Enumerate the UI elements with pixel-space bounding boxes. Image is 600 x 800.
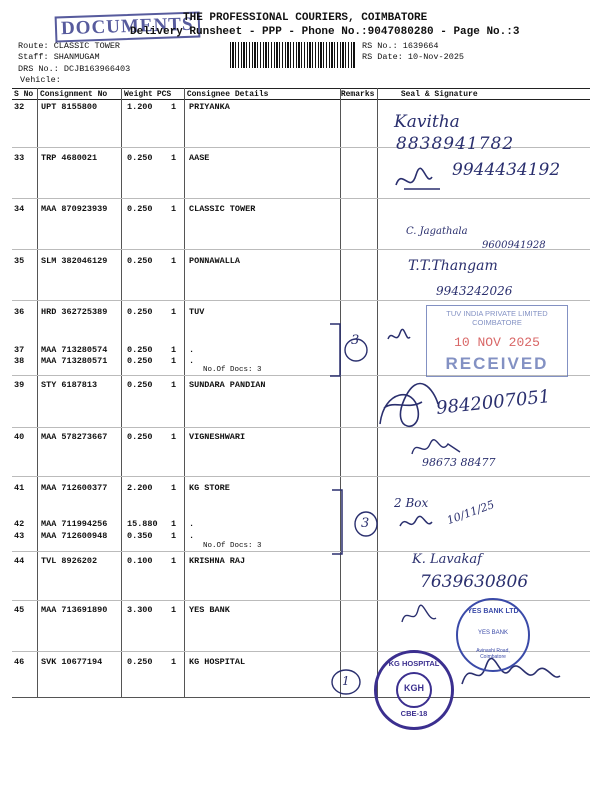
company-title: THE PROFESSIONAL COURIERS, COIMBATORE <box>183 12 428 24</box>
row-divider <box>12 198 590 199</box>
col-pcs: PCS <box>155 89 185 100</box>
row-consignee: KRISHNA RAJ <box>189 556 246 566</box>
documents-stamp: DOCUMENTS <box>55 11 200 42</box>
row-consignment-no: TRP 4680021 <box>41 153 98 163</box>
row-consignment-no: STY 6187813 <box>41 380 98 390</box>
signature-note: 2 Box <box>394 496 429 510</box>
stamp-hospital-logo: KGH <box>404 683 424 693</box>
stamp-city: COIMBATORE <box>472 318 522 327</box>
bracket-count: 3 <box>351 333 360 348</box>
staff-label: Staff: SHANMUGAM <box>18 52 100 62</box>
row-consignee: . <box>189 345 195 355</box>
stamp-bank-address: Avinashi Road, Coimbatore <box>476 648 510 660</box>
kg-hospital-stamp <box>374 650 454 730</box>
docs-count-note: No.Of Docs: 3 <box>203 366 262 374</box>
signature-phone: 8838941782 <box>396 134 515 154</box>
signature-date: 10/11/25 <box>445 497 497 528</box>
row-sno: 44 <box>14 556 25 566</box>
row-consignment-no: SVK 10677194 <box>41 657 103 667</box>
runsheet-subtitle: Delivery Runsheet - PPP - Phone No.:9047080280 - Page No.:3 <box>130 26 520 38</box>
docs-count-note: No.Of Docs: 3 <box>203 542 262 550</box>
row-sno: 43 <box>14 531 25 541</box>
row-consignee: KG STORE <box>189 483 230 493</box>
signature-phone: 9842007051 <box>435 386 552 419</box>
divider <box>121 88 122 698</box>
route-label: Route: CLASSIC TOWER <box>18 41 121 51</box>
row-consignment-no: SLM 382046129 <box>41 256 108 266</box>
col-consignment: Consignment No <box>38 89 122 100</box>
divider <box>37 88 38 698</box>
signature-phone: 9943242026 <box>436 284 513 298</box>
row-sno: 32 <box>14 102 25 112</box>
barcode-icon <box>230 42 356 68</box>
row-pcs: 1 <box>171 657 177 667</box>
signature-text: C. Jagathala <box>406 226 468 237</box>
row-divider <box>12 427 590 428</box>
row-consignee: YES BANK <box>189 605 230 615</box>
signature-scribble <box>396 510 446 536</box>
row-sno: 40 <box>14 432 25 442</box>
row-weight: 0.250 <box>127 432 153 442</box>
row-weight: 0.250 <box>127 380 153 390</box>
row-divider <box>12 300 590 301</box>
stamp-hospital-city: CBE-18 <box>400 709 428 718</box>
row-pcs: 1 <box>171 380 177 390</box>
row-sno: 33 <box>14 153 25 163</box>
row-consignment-no: MAA 713280571 <box>41 356 108 366</box>
row-pcs: 1 <box>171 519 177 529</box>
row-consignee: PRIYANKA <box>189 102 230 112</box>
row-pcs: 1 <box>171 556 177 566</box>
row-consignee: KG HOSPITAL <box>189 657 246 667</box>
bracket-count: 3 <box>361 516 370 531</box>
row-consignee: . <box>189 356 195 366</box>
row-weight: 0.250 <box>127 307 153 317</box>
stamp-date: 10 NOV 2025 <box>454 335 540 350</box>
row-consignment-no: UPT 8155800 <box>41 102 98 112</box>
row-sno: 36 <box>14 307 25 317</box>
yes-bank-stamp <box>456 598 530 672</box>
rs-date: RS Date: 10-Nov-2025 <box>362 52 465 62</box>
signature-text: Kavitha <box>394 112 460 132</box>
row-weight: 2.200 <box>127 483 153 493</box>
signature-scribble <box>374 380 444 438</box>
row-pcs: 1 <box>171 483 177 493</box>
row-consignee: PONNAWALLA <box>189 256 241 266</box>
col-weight: Weight <box>124 89 153 99</box>
row-pcs: 1 <box>171 531 177 541</box>
stamp-received: RECEIVED <box>445 354 549 373</box>
drs-number: DRS No.: DCJB163966403 <box>18 64 131 74</box>
row-pcs: 1 <box>171 256 177 266</box>
row-consignee: . <box>189 519 195 529</box>
stamp-hospital-name: KG HOSPITAL <box>388 659 440 668</box>
row-sno: 35 <box>14 256 25 266</box>
row-pcs: 1 <box>171 204 177 214</box>
signature-text: K. Lavakaf <box>412 552 482 567</box>
row-consignment-no: MAA 713691890 <box>41 605 108 615</box>
row-weight: 0.250 <box>127 345 153 355</box>
row-consignee: TUV <box>189 307 205 317</box>
signature-scribble <box>392 165 452 195</box>
row-pcs: 1 <box>171 102 177 112</box>
signature-phone: 9600941928 <box>482 240 546 251</box>
row-consignment-no: MAA 711994256 <box>41 519 108 529</box>
col-remarks: Remarks <box>339 89 381 100</box>
row-consignment-no: MAA 870923939 <box>41 204 108 214</box>
signature-scribble <box>396 602 446 632</box>
row-sno: 41 <box>14 483 25 493</box>
table-bottom-border <box>12 697 590 698</box>
signature-phone: 7639630806 <box>420 572 529 592</box>
row-consignee: CLASSIC TOWER <box>189 204 256 214</box>
row-weight: 0.250 <box>127 356 153 366</box>
col-sno: S No <box>12 89 38 100</box>
col-consignee: Consignee Details <box>185 89 339 100</box>
row-pcs: 1 <box>171 345 177 355</box>
group-bracket <box>300 320 370 380</box>
row-pcs: 1 <box>171 153 177 163</box>
row-consignee: VIGNESHWARI <box>189 432 246 442</box>
row-sno: 38 <box>14 356 25 366</box>
row-sno: 45 <box>14 605 25 615</box>
stamp-company: TUV INDIA PRIVATE LIMITED <box>446 309 548 318</box>
col-signature: Seal & Signature <box>381 89 590 100</box>
row-pcs: 1 <box>171 356 177 366</box>
row-divider <box>12 476 590 477</box>
received-stamp <box>426 305 568 377</box>
row-weight: 0.350 <box>127 531 153 541</box>
signature-phone: 98673 88477 <box>422 456 496 469</box>
row-weight: 0.250 <box>127 204 153 214</box>
row-consignment-no: MAA 712600377 <box>41 483 108 493</box>
bracket-count: 1 <box>342 674 350 688</box>
signature-text: T.T.Thangam <box>408 258 498 274</box>
divider <box>184 88 185 698</box>
row-pcs: 1 <box>171 605 177 615</box>
row-sno: 39 <box>14 380 25 390</box>
row-weight: 0.100 <box>127 556 153 566</box>
row-sno: 34 <box>14 204 25 214</box>
row-consignee: . <box>189 531 195 541</box>
row-weight: 15.880 <box>127 519 158 529</box>
stamp-bank-name: YES BANK LTD <box>467 608 519 615</box>
row-consignment-no: MAA 713280574 <box>41 345 108 355</box>
consignment-table-header <box>12 88 590 100</box>
signature-scribble <box>384 327 414 347</box>
row-consignee: AASE <box>189 153 210 163</box>
row-sno: 37 <box>14 345 25 355</box>
row-pcs: 1 <box>171 432 177 442</box>
signature-phone: 9944434192 <box>452 160 561 180</box>
row-sno: 46 <box>14 657 25 667</box>
row-consignee: SUNDARA PANDIAN <box>189 380 266 390</box>
divider <box>340 88 341 698</box>
row-consignment-no: TVL 8926202 <box>41 556 98 566</box>
row-weight: 1.200 <box>127 102 153 112</box>
row-consignment-no: MAA 578273667 <box>41 432 108 442</box>
rs-number: RS No.: 1639664 <box>362 41 439 51</box>
row-weight: 0.250 <box>127 657 153 667</box>
stamp-bank-logo: YES BANK <box>477 630 508 636</box>
row-consignment-no: HRD 362725389 <box>41 307 108 317</box>
row-pcs: 1 <box>171 307 177 317</box>
row-weight: 3.300 <box>127 605 153 615</box>
row-weight: 0.250 <box>127 153 153 163</box>
row-weight: 0.250 <box>127 256 153 266</box>
vehicle-label: Vehicle: <box>20 75 61 85</box>
row-sno: 42 <box>14 519 25 529</box>
row-consignment-no: MAA 712600948 <box>41 531 108 541</box>
